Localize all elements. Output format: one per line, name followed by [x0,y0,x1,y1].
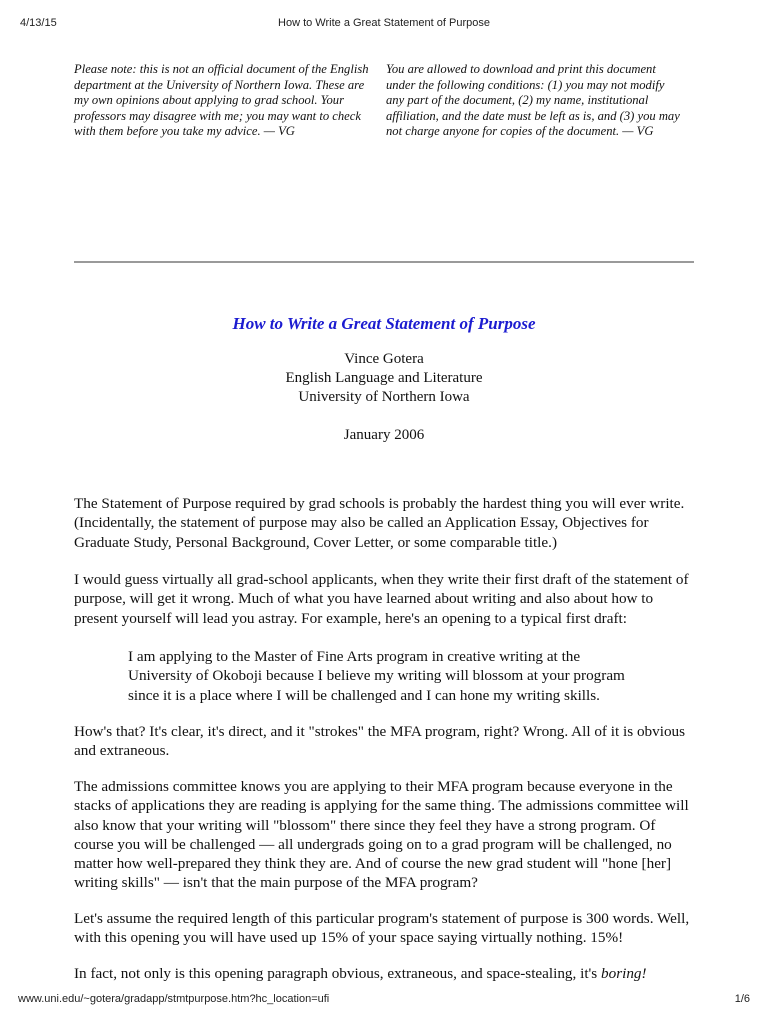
paragraph-3: How's that? It's clear, it's direct, and it "strokes" the MFA program, right? Wrong. All of it is obvious and extraneous. [74,723,686,760]
paragraph-5: Let's assume the required length of this particular program's statement of purpose is 300 words. Well, with this opening you will have used up 15% of your space saying virtually nothing. 15%! [74,910,690,947]
paragraph-1: The Statement of Purpose required by grad schools is probably the hardest thing you will ever write. (Incidentally, the statement of purpose may also be called an Application Essay, Objectives for Graduate Study, Personal Background, Cover Letter, or some comparable title.) [74,495,685,551]
page-url: www.uni.edu/~gotera/gradapp/stmtpurpose.htm?hc_location=ufi [18,993,330,1005]
author-university: University of Northern Iowa [298,389,470,405]
quote-line: since it is a place where I will be challenged and I can hone my writing skills. [128,686,600,704]
print-header [0,17,768,31]
paragraph-2: I would guess virtually all grad-school applicants, when they write their first draft of the statement of purpose, will get it wrong. Much of what you have learned about writing and also about how to present yourself will lead you astray. For example, here's an opening to a typical first draft: [74,571,689,627]
byline [0,350,768,407]
print-footer [0,993,768,1007]
article-title: How to Write a Great Statement of Purpose [232,314,536,333]
quote-line: I am applying to the Master of Fine Arts program in creative writing at the [128,648,581,665]
paragraph-4: The admissions committee knows you are applying to their MFA program because everyone in the stacks of applications they are reading is applying for the same thing. The admissions committee will also know that your writing will "blossom" there since they feel they have a strong program. Of course you will be challenged — all undergrads going on to a grad program will be challenged, no matter how well-prepared they think they are. And of course the new grad student will "hone [her] writing skills" — isn't that the main purpose of the MFA program? [74,778,689,892]
copyright-note: You are allowed to download and print this document under the following conditions: (1) you may not modify any part of the document, (2) my name, institutional affiliation, and the date must be left as is, and (3) you may not charge anyone for copies of the document. — VG [386,62,680,139]
quote-line: University of Okoboji because I believe my writing will blossom at your program [128,667,625,685]
horizontal-divider [74,261,694,263]
print-date: 4/13/15 [20,17,57,29]
paragraph-6 [74,964,694,983]
disclaimer-note: Please note: this is not an official document of the English department at the University of Northern Iowa. These are my own opinions about applying to grad school. Your professors may disagree with me; you may want to check with them before you take my advice. — VG [74,62,369,139]
article-date: January 2006 [343,427,425,443]
author-department: English Language and Literature [285,370,483,386]
page-number: 1/6 [734,993,750,1005]
paragraph-6-emphasis: boring! [601,965,647,982]
paragraph-6-text: In fact, not only is this opening paragraph obvious, extraneous, and space-stealing, it's [74,965,602,982]
print-title: How to Write a Great Statement of Purpose [278,17,490,29]
example-quote [128,647,648,705]
author-name: Vince Gotera [344,351,424,367]
